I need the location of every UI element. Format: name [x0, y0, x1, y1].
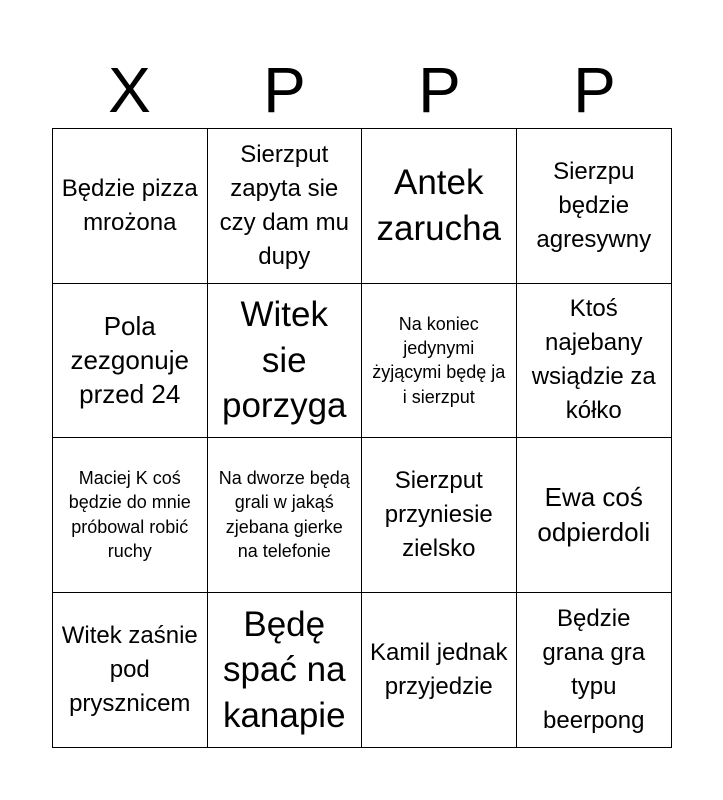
bingo-cell-16[interactable]	[517, 593, 672, 748]
cell-label: Na dworze będą grali w jakąś zjebana gierke na telefonie	[218, 468, 350, 562]
cell-label: Ktoś najebany wsiądzie za kółko	[531, 295, 656, 425]
bingo-cell-14[interactable]	[208, 593, 363, 748]
bingo-cell-4[interactable]	[517, 129, 672, 284]
bingo-cell-15[interactable]	[362, 593, 517, 748]
cell-label: Ewa coś odpierdoli	[537, 482, 651, 547]
cell-label: Maciej K coś będzie do mnie próbowal robić ruchy	[68, 468, 191, 562]
bingo-cell-6[interactable]	[208, 284, 363, 439]
cell-label: Będzie grana gra typu beerpong	[542, 604, 646, 734]
bingo-cell-2[interactable]	[208, 129, 363, 284]
header-letter-1: X	[108, 54, 151, 126]
header-letter-4: P	[573, 54, 616, 126]
bingo-cell-11[interactable]	[362, 438, 517, 593]
bingo-cell-10[interactable]	[208, 438, 363, 593]
bingo-cell-3[interactable]	[362, 129, 517, 284]
bingo-board	[52, 128, 672, 748]
cell-label: Sierzput przyniesie zielsko	[384, 466, 493, 562]
bingo-cell-8[interactable]	[517, 284, 672, 439]
cell-label: Pola zezgonuje przed 24	[70, 310, 190, 410]
header-letter-2: P	[263, 54, 306, 126]
cell-label: Witek sie porzyga	[221, 295, 347, 425]
bingo-cell-7[interactable]	[362, 284, 517, 439]
bingo-cell-1[interactable]	[53, 129, 208, 284]
bingo-cell-9[interactable]	[53, 438, 208, 593]
cell-label: Sierzput zapyta sie czy dam mu dupy	[219, 140, 349, 270]
header-letter-3: P	[418, 54, 461, 126]
cell-label: Kamil jednak przyjedzie	[370, 638, 508, 700]
cell-label: Na koniec jedynymi żyjącymi będę ja i sierzput	[372, 313, 506, 407]
bingo-cell-13[interactable]	[53, 593, 208, 748]
cell-label: Antek zarucha	[376, 163, 502, 248]
cell-label: Będę spać na kanapie	[222, 604, 346, 735]
cell-label: Witek zaśnie pod prysznicem	[61, 621, 198, 717]
cell-label: Sierzpu będzie agresywny	[536, 157, 652, 253]
bingo-cell-5[interactable]	[53, 284, 208, 439]
bingo-header	[52, 52, 672, 128]
bingo-cell-12[interactable]	[517, 438, 672, 593]
cell-label: Będzie pizza mrożona	[61, 174, 198, 236]
